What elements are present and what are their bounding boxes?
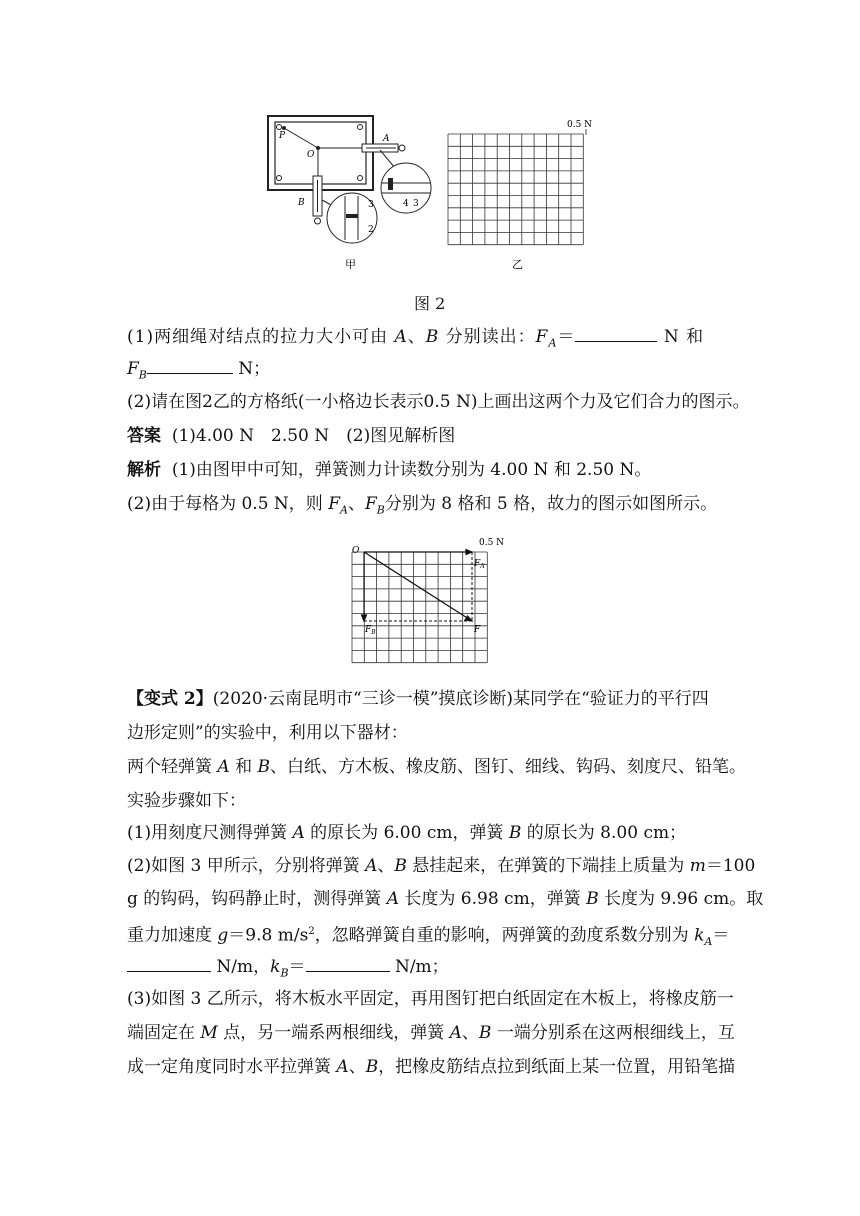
point-b-label: B — [298, 198, 305, 208]
answer-blank-kb[interactable] — [306, 955, 390, 972]
analysis-label: 解析 — [127, 460, 161, 480]
dial-a-tick-1: 4 — [403, 199, 409, 209]
step-3-line-2: 端固定在 M 点，另一端系两根细线，弹簧 A、B 一端分别系在这两根细线上，互 — [127, 1023, 735, 1043]
step-1-line: (1)用刻度尺测得弹簧 A 的原长为 6.00 cm，弹簧 B 的原长为 8.00 cm； — [127, 823, 687, 843]
step-2-line-1: (2)如图 3 甲所示，分别将弹簧 A、B 悬挂起来，在弹簧的下端挂上质量为 m＝100 — [127, 856, 756, 876]
figure-2 — [260, 108, 610, 278]
step-2-line-4: N/m，$k_B= N/m$； — [127, 955, 741, 984]
step-2-line-2: g 的钩码，钩码静止时，测得弹簧 A 长度为 6.98 cm，弹簧 B 长度为 9.96 cm。取 — [127, 889, 764, 909]
fb-label: $F_B$ — [365, 625, 376, 636]
solution-figure — [345, 535, 515, 670]
force-fa-arrow — [364, 550, 472, 555]
q1-line-1: (1)两细绳对结点的拉力大小可由 A、B 分别读出：$F_A= N$ 和 — [127, 327, 705, 350]
answer-label: 答案 — [127, 426, 161, 446]
answer-blank-ka[interactable] — [127, 955, 211, 972]
q2-line: (2)请在图2乙的方格纸(一小格边长表示0.5 N)上画出这两个力及它们合力的图示。 — [127, 392, 750, 412]
resultant-f-arrow — [364, 552, 472, 621]
point-a-label: A — [383, 134, 390, 144]
spring-scale-a — [362, 144, 405, 152]
dial-b-tick-1: 3 — [368, 200, 374, 210]
solution-scale-label: 0.5 N — [479, 538, 505, 548]
variant-label: 【变式 2】 — [127, 689, 213, 709]
answer-line: 答案 (1)4.00 N 2.50 N (2)图见解析图 — [127, 426, 456, 446]
answer-blank-fb[interactable] — [147, 357, 233, 374]
solution-graph-paper — [352, 552, 487, 663]
variant-line-2: 边形定则”的实验中，利用以下器材： — [127, 723, 408, 743]
label-jia: 甲 — [345, 258, 356, 271]
strings — [283, 127, 366, 179]
dial-b-tick-2: 2 — [368, 225, 374, 235]
step-3-line-3: 成一定角度同时水平拉弹簧 A、B，把橡皮筋结点拉到纸面上某一位置，用铅笔描 — [127, 1057, 736, 1077]
variant-line-4: 实验步骤如下： — [127, 791, 246, 811]
variant-line-3: 两个轻弹簧 A 和 B、白纸、方木板、橡皮筋、图钉、细线、钩码、刻度尺、铅笔。 — [127, 757, 746, 777]
origin-o-label: O — [352, 546, 360, 556]
point-o-label: O — [307, 150, 315, 160]
force-fb-arrow — [362, 552, 367, 621]
graph-paper — [448, 134, 583, 245]
step-2-line-3: 重力加速度 g＝9.8 $m/s^2$，忽略弹簧自重的影响，两弹簧的劲度系数分别为 $k_A=$ — [127, 925, 730, 949]
analysis-line-2: (2)由于每格为 0.5 N，则 $F_A$、$F_B$分别为 8 格和 5 格，故力的图示如图所示。 — [127, 494, 718, 517]
variant-line-1: 【变式 2】(2020·云南昆明市“三诊一模”摸底诊断)某同学在“验证力的平行四 — [127, 689, 709, 709]
dial-a-tick-2: 3 — [413, 199, 419, 209]
answer-blank-fa[interactable] — [575, 325, 657, 342]
step-3-line-1: (3)如图 3 乙所示，将木板水平固定，再用图钉把白纸固定在木板上，将橡皮筋一 — [127, 989, 734, 1009]
fa-label: $F_A$ — [474, 559, 485, 570]
analysis-line-1: 解析 (1)由图甲中可知，弹簧测力计读数分别为 4.00 N 和 2.50 N。 — [127, 460, 652, 480]
spring-scale-b — [313, 176, 322, 224]
point-p-label: P — [279, 131, 286, 141]
label-yi: 乙 — [512, 258, 523, 271]
scale-label: 0.5 N — [567, 120, 593, 130]
q1-line-2: $F_B$ N； — [127, 359, 271, 382]
f-label: F — [474, 625, 481, 635]
figure-2-caption: 图 2 — [414, 294, 446, 313]
